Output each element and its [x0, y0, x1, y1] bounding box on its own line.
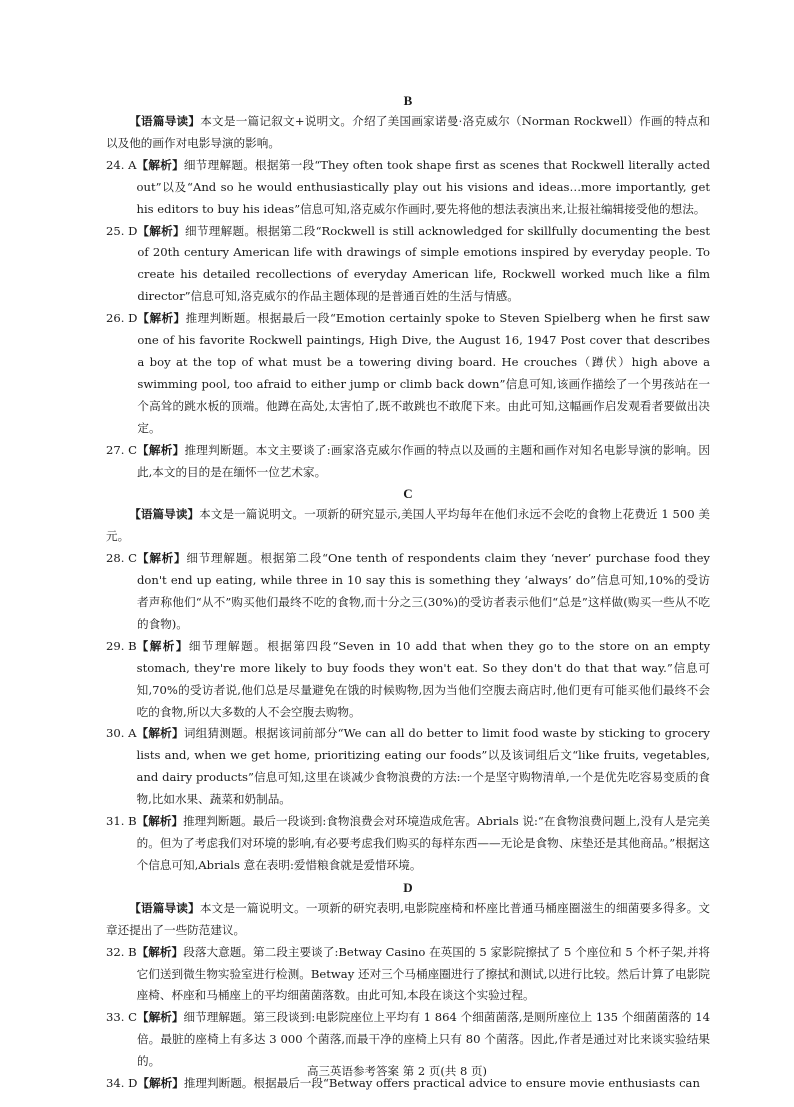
analysis-text: 段落大意题。第二段主要谈了:Betway Casino 在英国的 5 家影院擦拭了 5 个座位和 5 个杯子架,并将它们送到微生物实验室进行检测。Betway 还对三个马桶座圈进行了擦拭和测试,以进行比较。然后计算了电影院座椅、杯座和马桶座上的平均细菌菌落数。由此可知,本段在谈这个实验过程。 — [136, 944, 710, 1003]
analysis-text: 细节理解题。根据第二段“Rockwell is still acknowledged for skillfully documenting the best of 20th century American life with drawings of simple emotions inspired by everyday people. To create his detailed recollections of everyday American life, Rockwell worked much like a film director”信息可知,洛克威尔的作品主题体现的是普通百姓的生活与情感。 — [137, 223, 710, 304]
guide-text: 本文是一篇记叙文+说明文。介绍了美国画家诺曼·洛克威尔（Norman Rockwell）作画的特点和以及他的画作对电影导演的影响。 — [106, 114, 710, 150]
analysis-tag: 【解析】 — [137, 1076, 184, 1091]
question-number: 34. D — [106, 1076, 138, 1091]
question-number: 33. C — [106, 1010, 137, 1025]
analysis-tag: 【解析】 — [137, 311, 186, 326]
analysis-text: 推理判断题。根据最后一段“Emotion certainly spoke to Steven Spielberg when he first saw one of his favorite Rockwell paintings, High Dive, the August 16, 1947 Post cover that describes a boy at the top of what must be a towering diving board. He crouches（蹲伏）high above a swimming pool, too afraid to either jump or climb back down”信息可知,该画作描绘了一个男孩站在一个高耸的跳水板的顶端。他蹲在高处,太害怕了,既不敢跳也不敢爬下来。由此可知,这幅画作启发观看者要做出决定。 — [137, 311, 710, 435]
answer-item — [106, 723, 710, 811]
section-heading-c: C — [403, 486, 413, 502]
analysis-tag: 【解析】 — [136, 157, 184, 172]
analysis-text: 细节理解题。第三段谈到:电影院座位上平均有 1 864 个细菌菌落,是厕所座位上 135 个细菌菌落的 14 倍。最脏的座椅上有多达 3 000 个菌落,而最干净的座椅上只有 80 个菌落。因此,作者是通过对比来谈实验结果的。 — [137, 1010, 710, 1069]
page-footer: 高三英语参考答案 第 2 页(共 8 页) — [307, 1064, 487, 1078]
passage-guide — [106, 898, 710, 942]
question-number: 24. A — [106, 157, 137, 172]
analysis-tag: 【解析】 — [137, 551, 187, 566]
analysis-text: 细节理解题。根据第四段“Seven in 10 add that when they go to the store on an empty stomach, they're more likely to buy foods they won't eat. So they don't do that that way.”信息可知,70%的受访者说,他们总是尽量避免在饿的时候购物,因为当他们空腹去商店时,他们更有可能买他们最终不会吃的食物,所以大多数的人不会空腹去购物。 — [136, 638, 710, 719]
answer-key-page — [106, 90, 710, 1095]
passage-guide — [106, 504, 710, 548]
analysis-text: 词组猜测题。根据该词前部分“We can all do better to limit food waste by sticking to grocery lists and, when we get home, prioritizing eating our foods”以及该词组后文“like fruits, vegetables, and dairy products”信息可知,这里在谈减少食物浪费的方法:一个是坚守购物清单,一个是优先吃容易变质的食物,比如水果、蔬菜和奶制品。 — [136, 726, 710, 807]
analysis-tag: 【解析】 — [136, 944, 184, 959]
answer-item — [106, 942, 710, 1008]
passage-guide — [106, 111, 710, 155]
analysis-text: 细节理解题。根据第二段“One tenth of respondents claim they ‘never’ purchase food they don't end up eating, while three in 10 say this is something they ‘always’ do”信息可知,10%的受访者声称他们“从不”购买他们最终不吃的食物,而十分之三(30%)的受访者表示他们“总是”这样做(购买一些从不吃的食物)。 — [137, 551, 710, 631]
guide-tag: 【语篇导读】 — [129, 114, 201, 128]
guide-text: 本文是一篇说明文。一项新的研究表明,电影院座椅和杯座比普通马桶座圈滋生的细菌要多得多。文章还提出了一些防范建议。 — [106, 900, 710, 937]
analysis-text: 推理判断题。本文主要谈了:画家洛克威尔作画的特点以及画的主题和画作对知名电影导演的影响。因此,本文的目的是在缅怀一位艺术家。 — [137, 442, 710, 479]
analysis-text: 推理判断题。最后一段谈到:食物浪费会对环境造成危害。Abrials 说:“在食物浪费问题上,没有人是完美的。但为了考虑我们对环境的影响,有必要考虑我们购买的每样东西——无论是食物、床垫还是其他商品。”根据这个信息可知,Abrials 意在表明:爱惜粮食就是爱惜环境。 — [136, 814, 710, 872]
analysis-text: 细节理解题。根据第一段“They often took shape first as scenes that Rockwell literally acted out”以及“And so he would enthusiastically play out his visions and ideas…more importantly, get his editors to buy his ideas”信息可知,洛克威尔作画时,要先将他的想法表演出来,让报社编辑接受他的想法。 — [136, 157, 710, 216]
guide-text: 本文是一篇说明文。一项新的研究显示,美国人平均每年在他们永远不会吃的食物上花费近 1 500 美元。 — [106, 507, 710, 544]
analysis-tag: 【解析】 — [137, 223, 185, 238]
analysis-tag: 【解析】 — [136, 638, 189, 653]
answer-item — [106, 811, 710, 877]
analysis-text: 推理判断题。根据最后一段“Betway offers practical advice to ensure movie enthusiasts can — [183, 1076, 700, 1091]
answer-item — [106, 636, 710, 724]
guide-tag: 【语篇导读】 — [129, 900, 200, 915]
answer-item — [106, 221, 710, 309]
analysis-tag: 【解析】 — [136, 814, 184, 829]
analysis-tag: 【解析】 — [136, 726, 184, 741]
question-number: 32. B — [106, 944, 137, 959]
question-number: 31. B — [106, 814, 137, 829]
analysis-tag: 【解析】 — [137, 1010, 184, 1025]
question-number: 30. A — [106, 726, 137, 741]
analysis-tag: 【解析】 — [137, 442, 185, 457]
question-number: 25. D — [106, 223, 138, 238]
answer-item — [106, 548, 710, 636]
answer-item — [106, 440, 710, 484]
section-heading-b: B — [403, 93, 413, 108]
question-number: 27. C — [106, 442, 137, 457]
question-number: 29. B — [106, 638, 137, 653]
guide-tag: 【语篇导读】 — [129, 507, 200, 522]
answer-item — [106, 155, 710, 221]
answer-item — [106, 308, 710, 439]
question-number: 26. D — [106, 311, 138, 326]
question-number: 28. C — [106, 551, 137, 566]
section-heading-d: D — [403, 879, 413, 895]
